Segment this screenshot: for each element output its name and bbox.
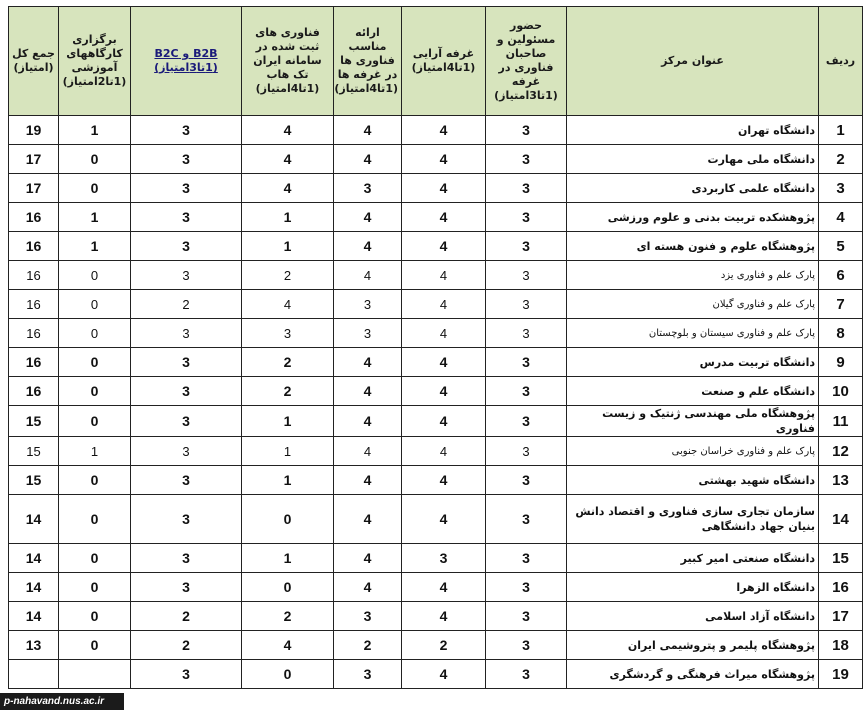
offer-score-cell: 4	[334, 406, 402, 437]
b2b-score-cell: 3	[131, 145, 242, 174]
row-number-cell: 3	[819, 174, 863, 203]
row-number-cell: 14	[819, 495, 863, 544]
offer-score-cell: 4	[334, 466, 402, 495]
offer-score-cell: 4	[334, 116, 402, 145]
center-name-cell: دانشگاه الزهرا	[567, 573, 819, 602]
b2b-score-cell: 3	[131, 544, 242, 573]
b2b-score-cell: 2	[131, 602, 242, 631]
table-row	[9, 232, 863, 261]
booth-score-cell: 2	[402, 631, 486, 660]
booth-score-cell: 4	[402, 602, 486, 631]
offer-score-cell: 3	[334, 319, 402, 348]
registered-score-cell: 4	[242, 116, 334, 145]
center-name-cell: دانشگاه تربیت مدرس	[567, 348, 819, 377]
workshops-score-cell: 0	[59, 348, 131, 377]
row-number-cell: 16	[819, 573, 863, 602]
booth-score-cell: 4	[402, 437, 486, 466]
table-row	[9, 377, 863, 406]
total-score-cell: 15	[9, 437, 59, 466]
score-table	[8, 6, 863, 689]
row-number-cell: 11	[819, 406, 863, 437]
presence-score-cell: 3	[486, 319, 567, 348]
b2b-score-cell: 3	[131, 261, 242, 290]
b2b-score-cell: 3	[131, 466, 242, 495]
offer-score-cell: 4	[334, 377, 402, 406]
workshops-score-cell: 0	[59, 602, 131, 631]
b2b-score-cell: 3	[131, 348, 242, 377]
workshops-score-cell: 0	[59, 466, 131, 495]
booth-score-cell: 4	[402, 466, 486, 495]
presence-score-cell: 3	[486, 145, 567, 174]
presence-score-cell: 3	[486, 602, 567, 631]
offer-score-cell: 3	[334, 602, 402, 631]
booth-score-cell: 4	[402, 319, 486, 348]
table-row	[9, 290, 863, 319]
center-name-cell: پژوهشگاه علوم و فنون هسته ای	[567, 232, 819, 261]
workshops-score-cell: 0	[59, 406, 131, 437]
registered-score-cell: 2	[242, 602, 334, 631]
registered-score-cell: 1	[242, 406, 334, 437]
booth-score-cell: 4	[402, 348, 486, 377]
center-name-cell: پارک علم و فناوری یزد	[567, 261, 819, 290]
presence-score-cell: 3	[486, 660, 567, 689]
presence-score-cell: 3	[486, 261, 567, 290]
offer-score-cell: 3	[334, 290, 402, 319]
booth-score-cell: 4	[402, 261, 486, 290]
total-score-cell: 15	[9, 466, 59, 495]
booth-score-cell: 4	[402, 203, 486, 232]
total-score-cell: 16	[9, 261, 59, 290]
booth-score-cell: 4	[402, 406, 486, 437]
center-name-cell: پارک علم و فناوری گیلان	[567, 290, 819, 319]
table-row	[9, 631, 863, 660]
total-score-cell: 14	[9, 573, 59, 602]
center-name-cell: پژوهشکده تربیت بدنی و علوم ورزشی	[567, 203, 819, 232]
registered-score-cell: 1	[242, 466, 334, 495]
booth-score-cell: 4	[402, 660, 486, 689]
offer-score-cell: 4	[334, 145, 402, 174]
registered-score-cell: 3	[242, 319, 334, 348]
row-number-cell: 1	[819, 116, 863, 145]
offer-score-cell: 4	[334, 203, 402, 232]
registered-score-cell: 0	[242, 660, 334, 689]
total-score-cell: 16	[9, 319, 59, 348]
b2b-score-cell: 3	[131, 174, 242, 203]
presence-score-cell: 3	[486, 466, 567, 495]
total-score-cell: 14	[9, 495, 59, 544]
registered-score-cell: 1	[242, 203, 334, 232]
row-number-cell: 13	[819, 466, 863, 495]
booth-score-cell: 3	[402, 544, 486, 573]
offer-score-cell: 3	[334, 174, 402, 203]
total-score-cell	[9, 660, 59, 689]
offer-score-cell: 4	[334, 573, 402, 602]
score-table-container	[8, 6, 856, 720]
registered-score-cell: 2	[242, 348, 334, 377]
table-row	[9, 116, 863, 145]
total-score-cell: 16	[9, 290, 59, 319]
presence-score-cell: 3	[486, 232, 567, 261]
booth-score-cell: 4	[402, 377, 486, 406]
presence-score-cell: 3	[486, 290, 567, 319]
header-total: جمع کل (امتیاز)	[9, 7, 59, 116]
header-workshops: برگزاری کارگاههای آموزشی (1تا2امتیاز)	[59, 7, 131, 116]
offer-score-cell: 4	[334, 437, 402, 466]
workshops-score-cell: 0	[59, 174, 131, 203]
center-name-cell: دانشگاه علمی کاربردی	[567, 174, 819, 203]
table-body	[9, 116, 863, 689]
workshops-score-cell: 0	[59, 631, 131, 660]
registered-score-cell: 0	[242, 495, 334, 544]
total-score-cell: 14	[9, 544, 59, 573]
b2b-score-cell: 3	[131, 660, 242, 689]
table-row	[9, 495, 863, 544]
table-row	[9, 145, 863, 174]
table-row	[9, 174, 863, 203]
b2b-score-cell: 3	[131, 437, 242, 466]
header-registered: فناوری های ثبت شده در سامانه ایران تک هاب (1تا4امتیاز)	[242, 7, 334, 116]
workshops-score-cell: 0	[59, 145, 131, 174]
booth-score-cell: 4	[402, 145, 486, 174]
center-name-cell: دانشگاه شهید بهشتی	[567, 466, 819, 495]
b2b-score-cell: 3	[131, 232, 242, 261]
total-score-cell: 16	[9, 377, 59, 406]
table-row	[9, 437, 863, 466]
total-score-cell: 19	[9, 116, 59, 145]
header-booth: غرفه آرایی (1تا4امتیاز)	[402, 7, 486, 116]
presence-score-cell: 3	[486, 348, 567, 377]
center-name-cell: پژوهشگاه میراث فرهنگی و گردشگری	[567, 660, 819, 689]
table-row	[9, 203, 863, 232]
table-row	[9, 319, 863, 348]
header-row-number: ردیف	[819, 7, 863, 116]
presence-score-cell: 3	[486, 437, 567, 466]
workshops-score-cell: 1	[59, 116, 131, 145]
offer-score-cell: 4	[334, 232, 402, 261]
table-row	[9, 406, 863, 437]
row-number-cell: 18	[819, 631, 863, 660]
row-number-cell: 15	[819, 544, 863, 573]
offer-score-cell: 4	[334, 261, 402, 290]
total-score-cell: 15	[9, 406, 59, 437]
presence-score-cell: 3	[486, 631, 567, 660]
offer-score-cell: 4	[334, 544, 402, 573]
total-score-cell: 16	[9, 203, 59, 232]
registered-score-cell: 4	[242, 631, 334, 660]
total-score-cell: 16	[9, 232, 59, 261]
row-number-cell: 6	[819, 261, 863, 290]
presence-score-cell: 3	[486, 174, 567, 203]
booth-score-cell: 4	[402, 573, 486, 602]
total-score-cell: 17	[9, 174, 59, 203]
row-number-cell: 17	[819, 602, 863, 631]
registered-score-cell: 1	[242, 437, 334, 466]
presence-score-cell: 3	[486, 544, 567, 573]
presence-score-cell: 3	[486, 406, 567, 437]
registered-score-cell: 2	[242, 377, 334, 406]
offer-score-cell: 4	[334, 348, 402, 377]
header-presence: حضور مسئولین و صاحبان فناوری در غرفه (1تا3امتیاز)	[486, 7, 567, 116]
workshops-score-cell: 0	[59, 495, 131, 544]
b2b-score-cell: 3	[131, 377, 242, 406]
workshops-score-cell: 1	[59, 203, 131, 232]
workshops-score-cell: 0	[59, 544, 131, 573]
table-row	[9, 466, 863, 495]
center-name-cell: پژوهشگاه پلیمر و پتروشیمی ایران	[567, 631, 819, 660]
header-center-title: عنوان مرکز	[567, 7, 819, 116]
workshops-score-cell: 0	[59, 573, 131, 602]
table-row	[9, 348, 863, 377]
total-score-cell: 17	[9, 145, 59, 174]
presence-score-cell: 3	[486, 116, 567, 145]
booth-score-cell: 4	[402, 232, 486, 261]
offer-score-cell: 4	[334, 495, 402, 544]
watermark: p-nahavand.nus.ac.ir	[0, 693, 124, 710]
header-b2b: B2B و B2C (1تا3امتیاز)	[131, 7, 242, 116]
center-name-cell: دانشگاه علم و صنعت	[567, 377, 819, 406]
table-row	[9, 261, 863, 290]
b2b-score-cell: 3	[131, 495, 242, 544]
header-offer: ارائه مناسب فناوری ها در غرفه ها (1تا4امتیاز)	[334, 7, 402, 116]
row-number-cell: 7	[819, 290, 863, 319]
b2b-score-cell: 3	[131, 573, 242, 602]
center-name-cell: دانشگاه تهران	[567, 116, 819, 145]
center-name-cell: سازمان تجاری سازی فناوری و اقتصاد دانش بنیان جهاد دانشگاهی	[567, 495, 819, 544]
registered-score-cell: 0	[242, 573, 334, 602]
offer-score-cell: 2	[334, 631, 402, 660]
center-name-cell: پارک علم و فناوری خراسان جنوبی	[567, 437, 819, 466]
table-row	[9, 544, 863, 573]
booth-score-cell: 4	[402, 174, 486, 203]
workshops-score-cell: 1	[59, 437, 131, 466]
presence-score-cell: 3	[486, 495, 567, 544]
workshops-score-cell: 0	[59, 290, 131, 319]
workshops-score-cell	[59, 660, 131, 689]
table-row	[9, 660, 863, 689]
row-number-cell: 10	[819, 377, 863, 406]
workshops-score-cell: 1	[59, 232, 131, 261]
table-header-row	[9, 7, 863, 116]
booth-score-cell: 4	[402, 290, 486, 319]
row-number-cell: 5	[819, 232, 863, 261]
center-name-cell: پژوهشگاه ملی مهندسی ژنتیک و زیست فناوری	[567, 406, 819, 437]
b2b-score-cell: 3	[131, 319, 242, 348]
booth-score-cell: 4	[402, 495, 486, 544]
registered-score-cell: 4	[242, 290, 334, 319]
row-number-cell: 12	[819, 437, 863, 466]
b2b-score-cell: 2	[131, 290, 242, 319]
b2b-score-cell: 3	[131, 203, 242, 232]
registered-score-cell: 1	[242, 544, 334, 573]
center-name-cell: دانشگاه آزاد اسلامی	[567, 602, 819, 631]
b2b-score-cell: 3	[131, 406, 242, 437]
workshops-score-cell: 0	[59, 261, 131, 290]
total-score-cell: 14	[9, 602, 59, 631]
presence-score-cell: 3	[486, 377, 567, 406]
center-name-cell: دانشگاه صنعتی امیر کبیر	[567, 544, 819, 573]
registered-score-cell: 4	[242, 145, 334, 174]
row-number-cell: 8	[819, 319, 863, 348]
booth-score-cell: 4	[402, 116, 486, 145]
total-score-cell: 13	[9, 631, 59, 660]
row-number-cell: 9	[819, 348, 863, 377]
total-score-cell: 16	[9, 348, 59, 377]
row-number-cell: 4	[819, 203, 863, 232]
registered-score-cell: 1	[242, 232, 334, 261]
center-name-cell: پارک علم و فناوری سیستان و بلوچستان	[567, 319, 819, 348]
table-row	[9, 573, 863, 602]
table-row	[9, 602, 863, 631]
workshops-score-cell: 0	[59, 377, 131, 406]
row-number-cell: 2	[819, 145, 863, 174]
registered-score-cell: 4	[242, 174, 334, 203]
presence-score-cell: 3	[486, 203, 567, 232]
offer-score-cell: 3	[334, 660, 402, 689]
center-name-cell: دانشگاه ملی مهارت	[567, 145, 819, 174]
b2b-score-cell: 3	[131, 116, 242, 145]
b2b-score-cell: 2	[131, 631, 242, 660]
row-number-cell: 19	[819, 660, 863, 689]
registered-score-cell: 2	[242, 261, 334, 290]
presence-score-cell: 3	[486, 573, 567, 602]
workshops-score-cell: 0	[59, 319, 131, 348]
